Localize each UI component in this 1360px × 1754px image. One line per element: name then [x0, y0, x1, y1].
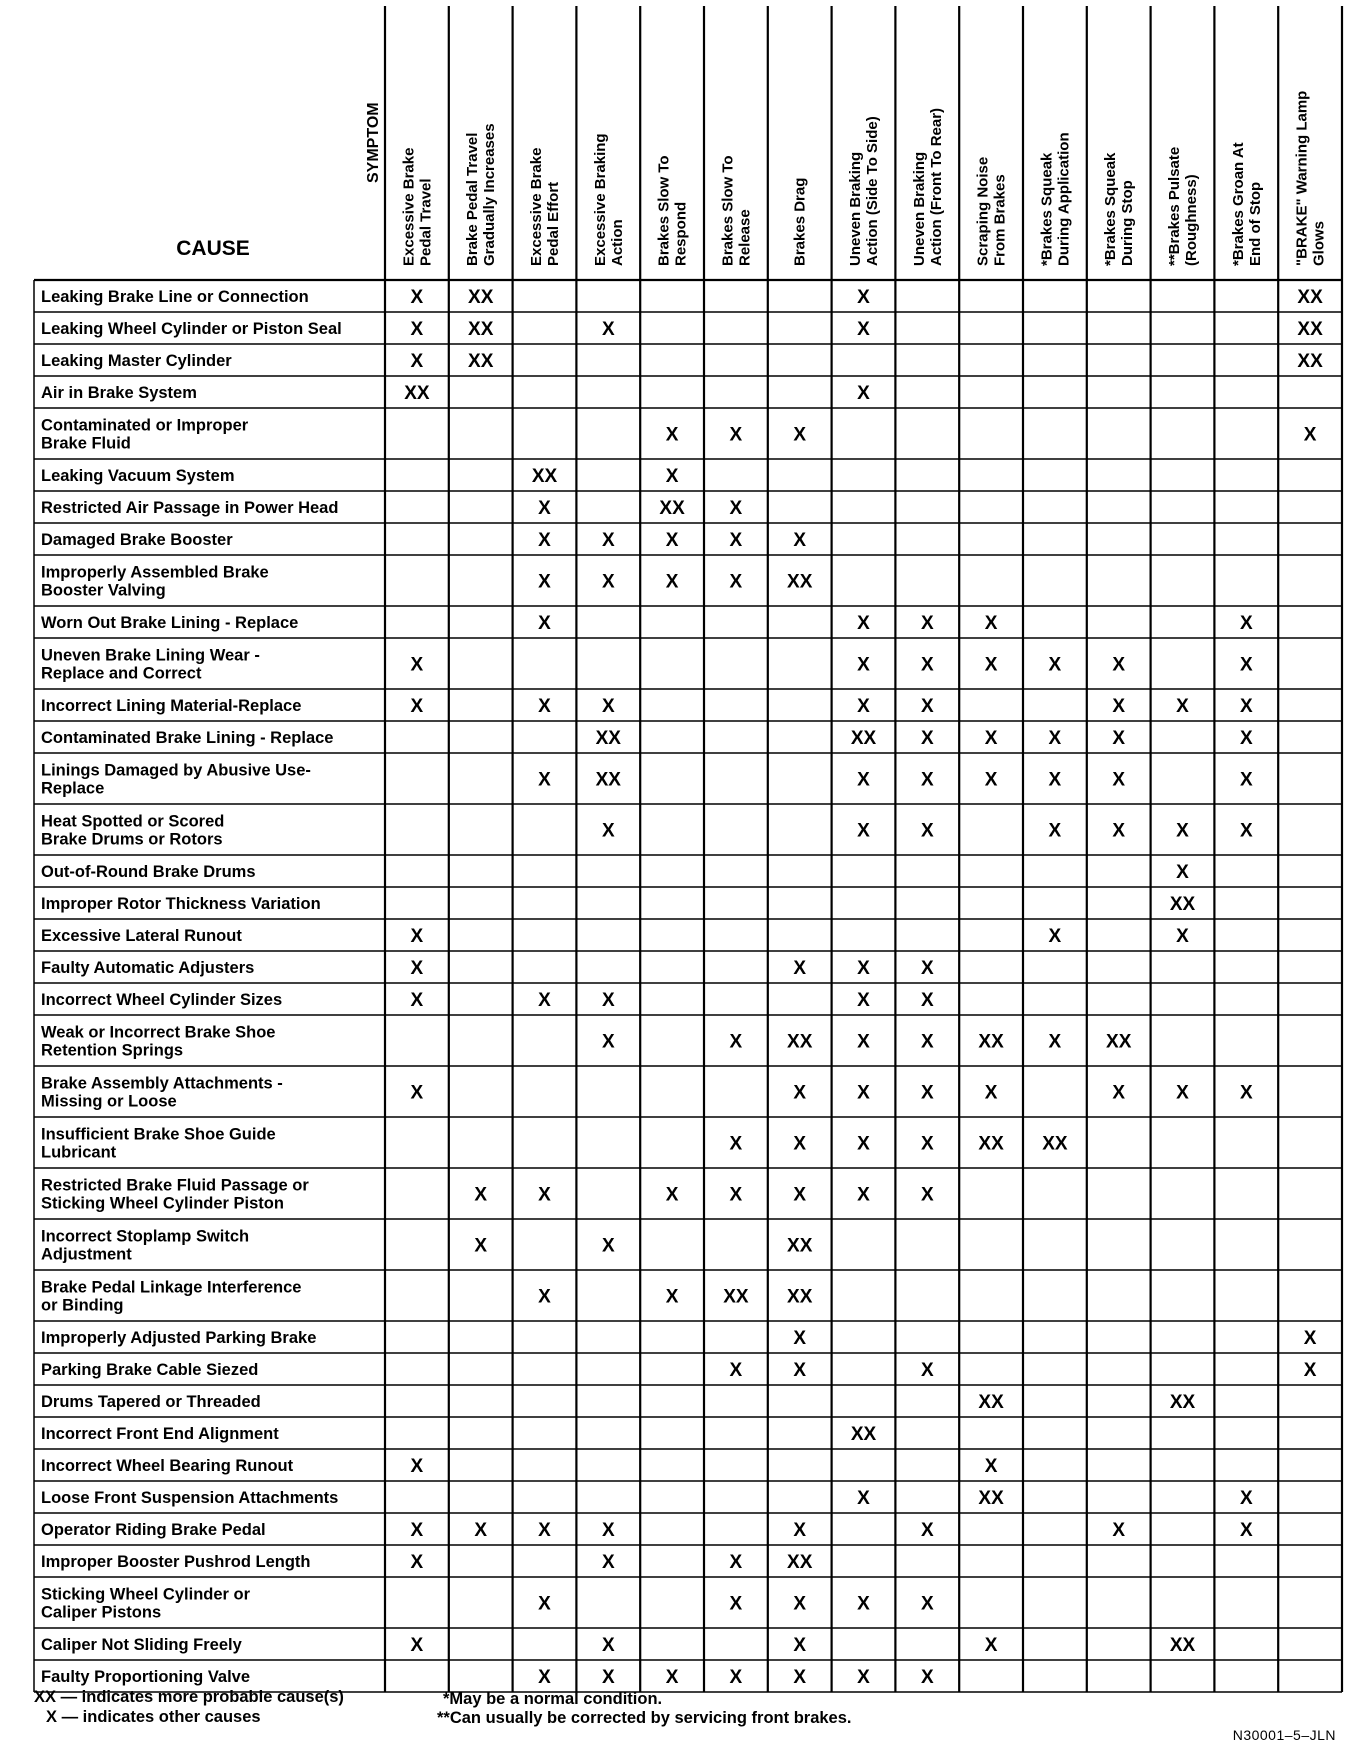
cause-mark: X	[920, 654, 934, 676]
cause-mark: X	[1112, 1520, 1126, 1541]
cause-label: Faulty Proportioning Valve	[41, 1668, 251, 1686]
cause-mark: X	[1239, 613, 1253, 634]
cause-mark: X	[984, 1082, 998, 1104]
cause-mark: XX	[468, 351, 494, 372]
cause-label: Replace	[41, 779, 105, 798]
symptom-header-1: Excessive Brake	[400, 147, 418, 266]
cause-mark: X	[665, 1286, 679, 1308]
cause-mark: X	[538, 1520, 551, 1541]
cause-mark: X	[920, 613, 934, 634]
cause-mark: X	[665, 530, 679, 551]
cause-mark: XX	[1297, 319, 1323, 340]
cause-mark: X	[920, 1133, 934, 1155]
cause-mark: X	[1303, 424, 1317, 446]
cause-mark: X	[920, 1593, 934, 1615]
symptom-header-6: Brakes Slow To	[719, 155, 737, 266]
cause-label: Improperly Adjusted Parking Brake	[41, 1329, 317, 1347]
cause-mark: X	[1048, 769, 1062, 791]
cause-mark: X	[729, 424, 743, 446]
cause-mark: X	[857, 383, 870, 404]
cause-label: or Binding	[41, 1296, 124, 1315]
cause-mark: XX	[468, 319, 494, 340]
cause-label: Drums Tapered or Threaded	[41, 1393, 261, 1411]
cause-mark: X	[410, 1082, 424, 1104]
cause-mark: X	[1239, 820, 1253, 842]
cause-label: Sticking Wheel Cylinder Piston	[41, 1194, 284, 1213]
cause-mark: X	[857, 1184, 870, 1206]
cause-mark: X	[538, 1667, 551, 1688]
cause-mark: X	[1303, 1328, 1317, 1349]
legend-xx: XX — indicates more probable cause(s)	[34, 1688, 344, 1706]
symptom-header-11: *Brakes Squeak	[1038, 152, 1056, 266]
cause-mark: X	[857, 1488, 870, 1509]
cause-mark: X	[601, 1635, 615, 1656]
cause-mark: X	[793, 1082, 807, 1104]
cause-mark: X	[538, 571, 551, 593]
cause-mark: X	[538, 1593, 551, 1615]
symptom-header-5: Brakes Slow To	[655, 155, 673, 266]
cause-mark: X	[857, 1667, 870, 1688]
cause-mark: X	[410, 1635, 424, 1656]
cause-mark: X	[920, 1667, 934, 1688]
cause-mark: X	[920, 696, 934, 717]
symptom-header-10: From Brakes	[991, 174, 1009, 266]
cause-mark: X	[410, 990, 424, 1011]
cause-mark: X	[729, 571, 743, 593]
cause-mark: X	[857, 958, 870, 979]
symptom-header-8: Uneven Braking	[847, 151, 864, 266]
cause-mark: X	[729, 1360, 743, 1381]
cause-mark: X	[665, 466, 679, 487]
cause-label: Brake Pedal Linkage Interference	[41, 1278, 302, 1297]
cause-mark: X	[410, 1552, 424, 1573]
cause-mark: XX	[787, 1235, 813, 1257]
cause-mark: XX	[723, 1286, 749, 1308]
cause-label: Worn Out Brake Lining - Replace	[41, 614, 299, 632]
cause-label: Heat Spotted or Scored	[41, 812, 225, 831]
cause-mark: X	[601, 1031, 615, 1053]
cause-mark: X	[601, 1235, 615, 1257]
cause-label: Air in Brake System	[41, 384, 197, 402]
cause-mark: X	[601, 571, 615, 593]
cause-mark: X	[1239, 728, 1253, 749]
symptom-header-13: **Brakes Pulsate	[1166, 146, 1183, 266]
symptom-header-15: Glows	[1310, 220, 1328, 266]
cause-mark: X	[793, 958, 807, 979]
cause-mark: X	[920, 958, 934, 979]
cause-mark: X	[1239, 654, 1253, 676]
cause-mark: XX	[787, 1286, 813, 1308]
cause-mark: XX	[1169, 1392, 1196, 1413]
cause-mark: X	[1112, 696, 1126, 717]
symptom-header-2: Gradually Increases	[481, 123, 499, 266]
cause-label: Loose Front Suspension Attachments	[41, 1489, 339, 1507]
cause-mark: X	[538, 1286, 551, 1308]
cause-mark: X	[920, 1184, 934, 1206]
cause-label: Operator Riding Brake Pedal	[41, 1521, 266, 1539]
cause-label: Restricted Air Passage in Power Head	[41, 499, 339, 517]
symptom-header-12: *Brakes Squeak	[1102, 152, 1120, 266]
cause-label: Leaking Wheel Cylinder or Piston Seal	[41, 320, 342, 338]
cause-mark: X	[920, 990, 934, 1011]
cause-mark: X	[793, 1667, 807, 1688]
symptom-header-9: Uneven Braking	[910, 151, 928, 266]
cause-mark: X	[601, 530, 615, 551]
cause-mark: XX	[850, 1424, 877, 1445]
cause-mark: X	[793, 1184, 807, 1206]
cause-mark: X	[1176, 820, 1189, 842]
cause-mark: X	[410, 926, 424, 947]
cause-mark: X	[984, 654, 998, 676]
symptom-header-7: Brakes Drag	[791, 177, 809, 266]
cause-mark: XX	[787, 1552, 813, 1573]
cause-label: Adjustment	[41, 1245, 132, 1264]
legend-notes	[437, 1690, 851, 1728]
cause-mark: X	[793, 530, 807, 551]
symptom-header-6: Release	[736, 209, 754, 266]
cause-mark: XX	[1042, 1133, 1068, 1155]
cause-mark: X	[920, 769, 934, 791]
cause-label: Contaminated or Improper	[41, 416, 249, 435]
cause-mark: X	[474, 1184, 488, 1206]
cause-mark: X	[793, 1328, 807, 1349]
cause-mark: X	[984, 769, 998, 791]
cause-mark: X	[984, 728, 998, 749]
cause-mark: X	[410, 1520, 424, 1541]
cause-mark: X	[410, 696, 424, 717]
cause-mark: X	[729, 1031, 743, 1053]
symptom-header-3: Pedal Effort	[545, 181, 562, 266]
cause-mark: X	[729, 1593, 743, 1615]
cause-mark: X	[1048, 1031, 1062, 1053]
cause-mark: X	[729, 498, 743, 519]
cause-mark: X	[601, 1552, 615, 1573]
symptom-header-9: Action (Front To Rear)	[927, 107, 945, 266]
cause-mark: X	[793, 1520, 807, 1541]
cause-label: Brake Fluid	[41, 434, 131, 453]
note-front-brakes: **Can usually be corrected by servicing front brakes.	[437, 1709, 852, 1727]
cause-mark: X	[410, 1456, 424, 1477]
symptom-header-11: During Application	[1055, 132, 1073, 266]
cause-mark: X	[1239, 1488, 1253, 1509]
cause-mark: X	[665, 1184, 679, 1206]
cause-label: Parking Brake Cable Siezed	[41, 1361, 259, 1379]
cause-mark: X	[474, 1520, 488, 1541]
cause-label: Leaking Brake Line or Connection	[41, 288, 309, 306]
cause-mark: X	[538, 1184, 551, 1206]
cause-label: Booster Valving	[41, 581, 166, 600]
symptom-header-1: Pedal Travel	[417, 178, 435, 266]
cause-mark: X	[920, 1082, 934, 1104]
cause-mark: XX	[978, 1488, 1004, 1509]
cause-label: Caliper Pistons	[41, 1603, 162, 1622]
symptom-header-10: Scraping Noise	[974, 156, 992, 266]
cause-mark: X	[410, 654, 424, 676]
cause-mark: X	[665, 1667, 679, 1688]
cause-mark: X	[410, 319, 424, 340]
cause-mark: XX	[659, 498, 685, 519]
cause-mark: X	[538, 498, 551, 519]
cause-mark: X	[601, 990, 615, 1011]
cause-label: Brake Drums or Rotors	[41, 830, 223, 849]
cause-mark: X	[920, 1031, 934, 1053]
cause-label: Insufficient Brake Shoe Guide	[41, 1125, 276, 1144]
symptom-header-14: *Brakes Groan At	[1229, 142, 1247, 266]
cause-label: Lubricant	[41, 1143, 117, 1162]
cause-mark: X	[857, 319, 870, 340]
cause-mark: X	[984, 613, 998, 634]
cause-mark: XX	[595, 728, 621, 749]
cause-mark: X	[729, 1133, 743, 1155]
cause-label: Replace and Correct	[41, 664, 202, 683]
cause-mark: XX	[978, 1392, 1004, 1413]
cause-mark: X	[857, 820, 870, 842]
cause-mark: X	[665, 424, 679, 446]
cause-mark: X	[857, 613, 870, 634]
note-normal-condition: *May be a normal condition.	[443, 1690, 663, 1708]
cause-mark: X	[1239, 696, 1253, 717]
cause-label: Sticking Wheel Cylinder or	[41, 1585, 251, 1604]
cause-label: Faulty Automatic Adjusters	[41, 959, 255, 977]
symptom-header-3: Excessive Brake	[528, 147, 545, 266]
cause-label: Improper Booster Pushrod Length	[41, 1553, 311, 1571]
cause-label: Incorrect Front End Alignment	[41, 1425, 279, 1443]
cause-mark: X	[474, 1235, 488, 1257]
cause-mark: X	[1303, 1360, 1317, 1381]
cause-mark: X	[1176, 862, 1189, 883]
cause-mark: XX	[1169, 894, 1196, 915]
cause-label: Retention Springs	[41, 1041, 184, 1060]
cause-mark: X	[601, 1520, 615, 1541]
cause-mark: X	[410, 958, 424, 979]
cause-label: Out-of-Round Brake Drums	[41, 863, 256, 881]
cause-label: Damaged Brake Booster	[41, 531, 233, 549]
cause-mark: X	[538, 696, 551, 717]
symptom-header-15: "BRAKE" Warning Lamp	[1293, 90, 1311, 266]
symptom-header-13: (Roughness)	[1183, 174, 1200, 266]
cause-mark: X	[857, 654, 870, 676]
cause-mark: XX	[1106, 1031, 1132, 1053]
cause-mark: X	[920, 1520, 934, 1541]
cause-mark: XX	[787, 571, 813, 593]
cause-label: Restricted Brake Fluid Passage or	[41, 1176, 309, 1195]
cause-mark: X	[1176, 926, 1189, 947]
cause-label: Leaking Master Cylinder	[41, 352, 232, 370]
cause-label: Excessive Lateral Runout	[41, 927, 242, 945]
cause-mark: X	[1239, 769, 1253, 791]
symptom-header-14: End of Stop	[1246, 181, 1264, 266]
symptom-header-12: During Stop	[1119, 180, 1137, 266]
cause-mark: X	[1048, 654, 1062, 676]
cause-mark: XX	[978, 1031, 1004, 1053]
cause-mark: X	[729, 1552, 743, 1573]
symptom-header-4: Excessive Braking	[591, 133, 609, 266]
cause-mark: X	[538, 613, 551, 634]
cause-mark: X	[601, 820, 615, 842]
cause-mark: X	[984, 1635, 998, 1656]
cause-mark: X	[1112, 728, 1126, 749]
cause-mark: X	[857, 1082, 870, 1104]
cause-mark: X	[793, 1635, 807, 1656]
cause-mark: XX	[468, 287, 494, 308]
cause-mark: X	[857, 287, 870, 308]
cause-mark: XX	[978, 1133, 1004, 1155]
cause-label: Incorrect Wheel Cylinder Sizes	[41, 991, 283, 1009]
cause-mark: X	[857, 769, 870, 791]
cause-mark: X	[920, 728, 934, 749]
cause-label: Brake Assembly Attachments -	[41, 1074, 283, 1093]
cause-label: Contaminated Brake Lining - Replace	[41, 729, 334, 747]
cause-mark: XX	[1297, 351, 1323, 372]
cause-mark: X	[793, 424, 807, 446]
cause-mark: X	[793, 1593, 807, 1615]
symptom-header-4: Action	[608, 219, 626, 266]
cause-mark: X	[729, 1667, 743, 1688]
cause-mark: X	[793, 1133, 807, 1155]
cause-mark: X	[857, 696, 870, 717]
symptom-header-2: Brake Pedal Travel	[464, 132, 482, 266]
cause-mark: XX	[595, 769, 621, 791]
cause-mark: X	[410, 351, 424, 372]
cause-mark: X	[601, 696, 615, 717]
cause-mark: X	[538, 769, 551, 791]
cause-mark: X	[1048, 820, 1062, 842]
cause-label: Uneven Brake Lining Wear -	[41, 646, 260, 665]
cause-mark: X	[538, 530, 551, 551]
cause-mark: X	[857, 990, 870, 1011]
cause-mark: X	[857, 1593, 870, 1615]
cause-mark: X	[1176, 696, 1189, 717]
cause-mark: X	[1239, 1520, 1253, 1541]
cause-label: Incorrect Lining Material-Replace	[41, 697, 302, 715]
cause-mark: X	[1112, 769, 1126, 791]
legend-causes	[34, 1687, 344, 1727]
cause-label: Leaking Vacuum System	[41, 467, 235, 485]
cause-mark: X	[538, 990, 551, 1011]
cause-mark: X	[984, 1456, 998, 1477]
cause-label: Missing or Loose	[41, 1092, 177, 1111]
cause-mark: X	[1239, 1082, 1253, 1104]
cause-mark: X	[729, 1184, 743, 1206]
cause-mark: X	[1048, 728, 1062, 749]
cause-mark: X	[793, 1360, 807, 1381]
legend-x: X — indicates other causes	[46, 1708, 261, 1726]
cause-mark: X	[1176, 1082, 1189, 1104]
cause-mark: X	[1048, 926, 1062, 947]
cause-label: Improper Rotor Thickness Variation	[41, 895, 321, 913]
cause-label: Linings Damaged by Abusive Use-	[41, 761, 311, 780]
cause-mark: X	[857, 1133, 870, 1155]
symptom-heading: SYMPTOM	[365, 102, 382, 183]
cause-mark: X	[1112, 654, 1126, 676]
cause-mark: XX	[1297, 287, 1323, 308]
symptom-header-8: Action (Side To Side)	[864, 116, 881, 266]
cause-mark: XX	[404, 383, 430, 404]
cause-mark: X	[410, 287, 424, 308]
cause-mark: X	[920, 820, 934, 842]
cause-label: Improperly Assembled Brake	[41, 563, 269, 582]
cause-mark: X	[601, 319, 615, 340]
cause-mark: XX	[850, 728, 877, 749]
cause-label: Incorrect Wheel Bearing Runout	[41, 1457, 294, 1475]
cause-label: Weak or Incorrect Brake Shoe	[41, 1023, 276, 1042]
cause-label: Caliper Not Sliding Freely	[41, 1636, 242, 1654]
cause-mark: X	[1112, 1082, 1126, 1104]
cause-mark: X	[729, 530, 743, 551]
cause-mark: X	[1112, 820, 1126, 842]
cause-mark: X	[665, 571, 679, 593]
cause-mark: X	[857, 1031, 870, 1053]
cause-column-heading: CAUSE	[176, 237, 250, 260]
cause-mark: XX	[787, 1031, 813, 1053]
cause-label: Incorrect Stoplamp Switch	[41, 1227, 250, 1246]
figure-reference: N30001–5–JLN	[1232, 1727, 1336, 1743]
cause-mark: X	[601, 1667, 615, 1688]
cause-mark: XX	[531, 466, 558, 487]
cause-mark: X	[920, 1360, 934, 1381]
cause-mark: XX	[1169, 1635, 1196, 1656]
symptom-header-5: Respond	[672, 201, 690, 266]
